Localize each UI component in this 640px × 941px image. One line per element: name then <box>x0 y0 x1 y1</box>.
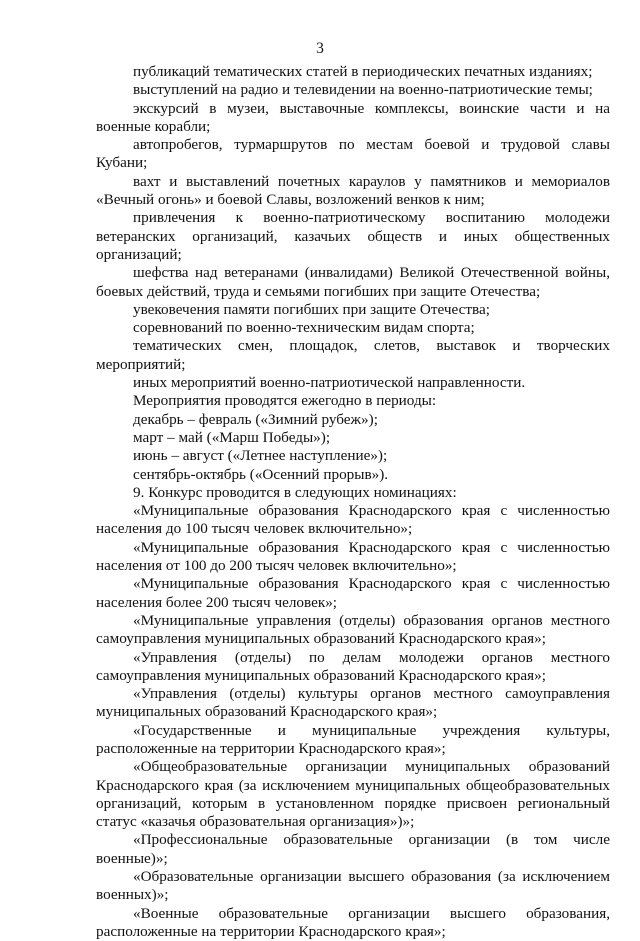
list-item: шефства над ветеранами (инвалидами) Великой Отечественной войны, боевых действий, труда и семьями погибших при защите Отечества; <box>96 264 610 300</box>
period-item: март – май («Марш Победы»); <box>133 428 331 446</box>
list-item: привлечения к военно-патриотическому воспитанию молодежи ветеранских организаций, казачьих обществ и иных общественных организаций; <box>96 209 610 263</box>
nomination-item: «Управления (отделы) по делам молодежи органов местного самоуправления муниципальных образований Краснодарского края»; <box>96 648 610 684</box>
period-item: июнь – август («Летнее наступление»); <box>133 447 388 465</box>
list-item: вахт и выставлений почетных караулов у памятников и мемориалов «Вечный огонь» и боевой Славы, возложений венков к ним; <box>96 172 610 209</box>
list-item: увековечения памяти погибших при защите Отечества; <box>133 300 490 318</box>
period-item: декабрь – февраль («Зимний рубеж»); <box>133 410 378 428</box>
list-item: публикаций тематических статей в периодических печатных изданиях; <box>133 63 593 80</box>
nomination-item: «Общеобразовательные организации муниципальных образований Краснодарского края (за исключением муниципальных общеобразовательных организаций, которым в установленном порядке присвоен региональный статус «казачья образовательная организация»)»; <box>96 758 610 831</box>
nomination-item: «Государственные и муниципальные учреждения культуры, расположенные на территории Краснодарского края»; <box>96 721 610 757</box>
nomination-item: «Военные образовательные организации высшего образования, расположенные на территории Краснодарского края»; <box>96 904 610 940</box>
list-item: тематических смен, площадок, слетов, выставок и творческих мероприятий; <box>96 337 610 373</box>
list-item: автопробегов, турмаршрутов по местам боевой и трудовой славы Кубани; <box>96 136 610 172</box>
period-item: сентябрь-октябрь («Осенний прорыв»). <box>133 465 389 483</box>
nomination-item: «Профессиональные образовательные организации (в том числе военные)»; <box>96 831 610 867</box>
document-body <box>96 63 610 941</box>
nomination-item: «Муниципальные образования Краснодарского края с численностью населения до 100 тысяч человек включительно»; <box>96 502 610 538</box>
nomination-item: «Образовательные организации высшего образования (за исключением военных)»; <box>96 868 610 904</box>
nomination-item: «Муниципальные образования Краснодарского края с численностью населения от 100 до 200 тысяч человек включительно»; <box>96 538 610 575</box>
page-number: 3 <box>316 40 324 57</box>
list-item: экскурсий в музеи, выставочные комплексы, воинские части и на военные корабли; <box>96 99 610 135</box>
nomination-item: «Муниципальные управления (отделы) образования органов местного самоуправления муниципальных образований Краснодарского края»; <box>96 611 610 648</box>
periods-intro: Мероприятия проводятся ежегодно в периоды: <box>133 392 437 410</box>
nomination-item: «Муниципальные образования Краснодарского края с численностью населения более 200 тысяч человек»; <box>96 575 610 611</box>
list-item: соревнований по военно-техническим видам спорта; <box>133 319 475 337</box>
list-item: иных мероприятий военно-патриотической направленности. <box>133 374 526 392</box>
list-item: выступлений на радио и телевидении на военно-патриотические темы; <box>133 81 593 99</box>
section-heading: 9. Конкурс проводится в следующих номинациях: <box>133 483 457 501</box>
nomination-item: «Управления (отделы) культуры органов местного самоуправления муниципальных образований Краснодарского края»; <box>96 685 610 721</box>
